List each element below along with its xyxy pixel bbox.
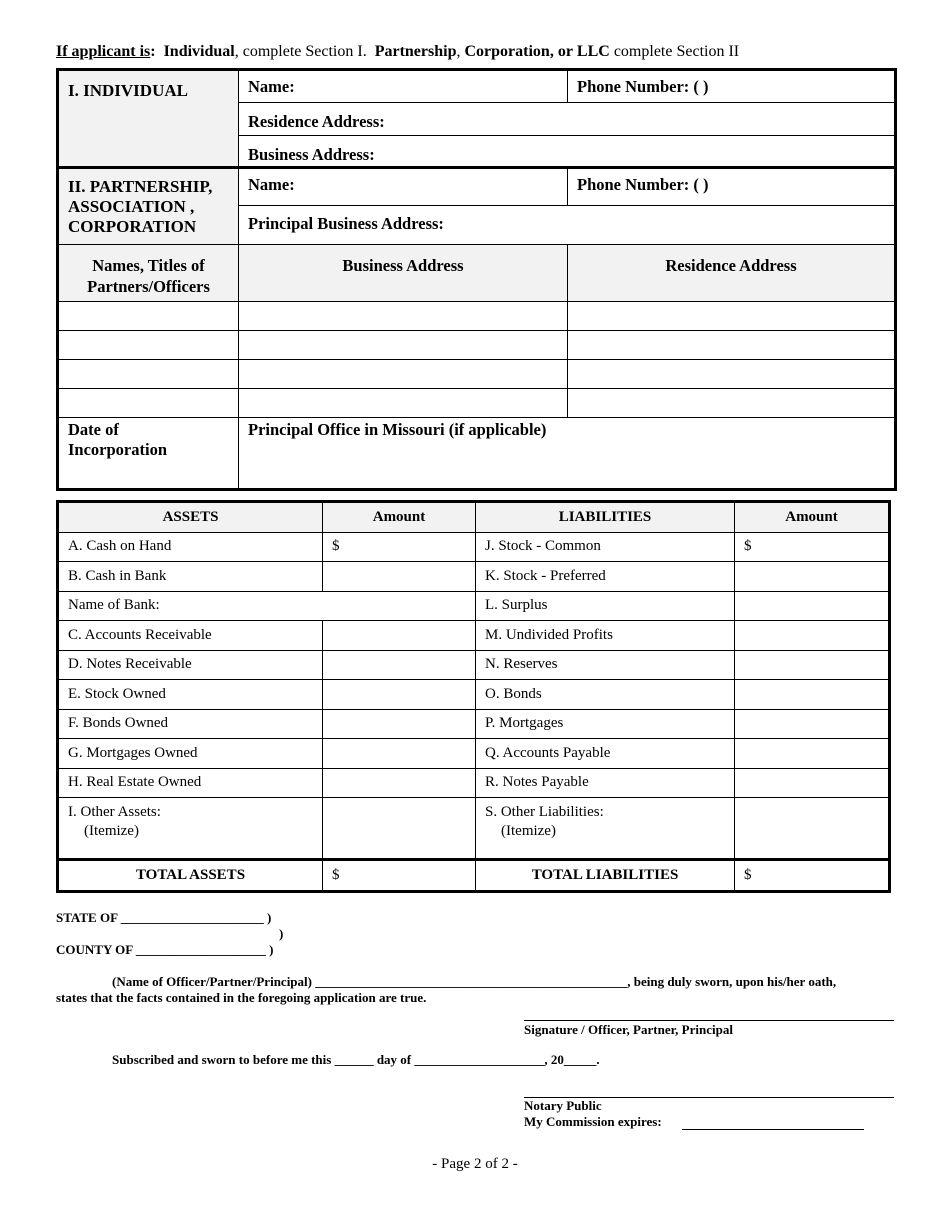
liability-label: J. Stock - Common — [476, 532, 735, 562]
subscribed-sworn-line[interactable]: Subscribed and sworn to before me this ______ day of ____________________, 20_____. — [112, 1052, 600, 1067]
other-assets-label — [58, 798, 323, 860]
date-of-incorporation-field[interactable] — [58, 418, 239, 490]
individual-business-field[interactable]: Business Address: — [239, 136, 896, 168]
date-of-incorporation-line1: Date of — [68, 420, 119, 439]
officer-residence-cell[interactable] — [568, 302, 896, 331]
liability-amount[interactable] — [735, 768, 890, 798]
page-number: - Page 2 of 2 - — [432, 1156, 518, 1172]
section2-title-line2: ASSOCIATION , — [68, 197, 195, 216]
instr-mid2: complete Section II — [613, 43, 740, 60]
asset-label: E. Stock Owned — [58, 680, 323, 710]
liability-amount[interactable] — [735, 650, 890, 680]
liabilities-header: LIABILITIES — [476, 502, 735, 533]
commission-expires-label: My Commission expires: — [524, 1114, 662, 1129]
officer-name-cell[interactable] — [58, 302, 239, 331]
balance-sheet-table — [56, 500, 891, 893]
col-header-names-titles — [58, 245, 239, 302]
liability-amount[interactable] — [735, 709, 890, 739]
instr-comma: , — [456, 43, 461, 60]
other-assets-amount[interactable] — [323, 798, 476, 860]
table-row — [58, 621, 890, 651]
asset-amount[interactable] — [323, 739, 476, 769]
table-row — [58, 798, 890, 860]
officer-name-cell[interactable] — [58, 389, 239, 418]
total-assets-amount[interactable]: $ — [323, 860, 476, 892]
asset-amount[interactable] — [323, 709, 476, 739]
partnership-phone-field[interactable]: Phone Number: ( ) — [568, 168, 896, 206]
officer-name-cell[interactable] — [58, 360, 239, 389]
asset-amount[interactable]: $ — [323, 532, 476, 562]
instr-mid1: , complete Section I. — [234, 43, 367, 60]
signature-label: Signature / Officer, Partner, Principal — [524, 1022, 733, 1037]
instr-prefix: If applicant is — [56, 43, 151, 60]
table-row — [58, 591, 890, 621]
asset-label: H. Real Estate Owned — [58, 768, 323, 798]
officer-residence-cell[interactable] — [568, 389, 896, 418]
instructions — [56, 43, 739, 61]
oath-statement-cont: states that the facts contained in the foregoing application are true. — [56, 990, 427, 1005]
col-header-names-line2: Partners/Officers — [87, 277, 210, 296]
state-of-line[interactable]: STATE OF ______________________ ) — [56, 910, 272, 925]
venue-paren: ) — [279, 926, 284, 941]
total-liabilities-amount[interactable]: $ — [735, 860, 890, 892]
signature-line[interactable] — [524, 1020, 894, 1021]
liability-amount[interactable]: $ — [735, 532, 890, 562]
other-assets-line1: I. Other Assets: — [68, 804, 161, 820]
other-liabilities-label — [476, 798, 735, 860]
liability-amount[interactable] — [735, 591, 890, 621]
individual-name-field[interactable]: Name: — [239, 70, 568, 103]
table-row — [58, 562, 890, 592]
instr-llc: LLC — [576, 43, 610, 60]
asset-label: C. Accounts Receivable — [58, 621, 323, 651]
col-header-residence-address: Residence Address — [568, 245, 896, 302]
table-row — [58, 768, 890, 798]
table-row — [58, 532, 890, 562]
asset-amount[interactable] — [323, 621, 476, 651]
section1-title: I. INDIVIDUAL — [58, 70, 239, 168]
officer-business-cell[interactable] — [239, 302, 568, 331]
officer-business-cell[interactable] — [239, 389, 568, 418]
section2-title-line3: CORPORATION — [68, 217, 197, 236]
liability-label: R. Notes Payable — [476, 768, 735, 798]
partnership-name-field[interactable]: Name: — [239, 168, 568, 206]
asset-amount[interactable] — [323, 768, 476, 798]
asset-label: D. Notes Receivable — [58, 650, 323, 680]
officer-business-cell[interactable] — [239, 331, 568, 360]
officer-residence-cell[interactable] — [568, 331, 896, 360]
total-assets-label: TOTAL ASSETS — [58, 860, 323, 892]
liability-label: Q. Accounts Payable — [476, 739, 735, 769]
totals-row — [58, 860, 890, 892]
principal-business-address-field[interactable]: Principal Business Address: — [239, 206, 896, 245]
section2-title — [58, 168, 239, 245]
liability-label: P. Mortgages — [476, 709, 735, 739]
instr-colon: : — [150, 43, 156, 60]
notary-public-label: Notary Public — [524, 1098, 602, 1113]
officer-name-cell[interactable] — [58, 331, 239, 360]
section2-title-line1: II. PARTNERSHIP, — [68, 177, 213, 196]
commission-expires-line[interactable] — [682, 1129, 864, 1130]
liabilities-amount-header: Amount — [735, 502, 890, 533]
assets-header: ASSETS — [58, 502, 323, 533]
officer-business-cell[interactable] — [239, 360, 568, 389]
instr-or: , or — [549, 43, 573, 60]
liability-amount[interactable] — [735, 621, 890, 651]
asset-label: B. Cash in Bank — [58, 562, 323, 592]
other-liabilities-line1: S. Other Liabilities: — [485, 804, 604, 820]
assets-amount-header: Amount — [323, 502, 476, 533]
table-row — [58, 709, 890, 739]
individual-residence-field[interactable]: Residence Address: — [239, 103, 896, 136]
table-row — [58, 680, 890, 710]
table-row — [58, 739, 890, 769]
other-liabilities-itemize: (Itemize) — [501, 823, 556, 839]
col-header-business-address: Business Address — [239, 245, 568, 302]
col-header-names-line1: Names, Titles of — [92, 256, 205, 275]
bank-name-field[interactable]: Name of Bank: — [58, 591, 476, 621]
other-assets-itemize: (Itemize) — [84, 823, 139, 839]
date-of-incorporation-line2: Incorporation — [68, 440, 167, 459]
liability-amount[interactable] — [735, 562, 890, 592]
liability-label: L. Surplus — [476, 591, 735, 621]
asset-amount[interactable] — [323, 650, 476, 680]
table-row — [58, 650, 890, 680]
liability-label: N. Reserves — [476, 650, 735, 680]
instr-partnership: Partnership — [374, 43, 457, 60]
instr-corporation: Corporation — [464, 43, 550, 60]
asset-amount[interactable] — [323, 562, 476, 592]
liability-label: K. Stock - Preferred — [476, 562, 735, 592]
asset-label: G. Mortgages Owned — [58, 739, 323, 769]
liability-amount[interactable] — [735, 739, 890, 769]
asset-label: A. Cash on Hand — [58, 532, 323, 562]
officer-residence-cell[interactable] — [568, 360, 896, 389]
applicant-table — [56, 68, 897, 491]
liability-amount[interactable] — [735, 680, 890, 710]
liability-label: M. Undivided Profits — [476, 621, 735, 651]
oath-statement: (Name of Officer/Partner/Principal) ________________________________________________, being duly sworn, upon his/her oath, — [112, 974, 837, 989]
liability-label: O. Bonds — [476, 680, 735, 710]
other-liabilities-amount[interactable] — [735, 798, 890, 860]
total-liabilities-label: TOTAL LIABILITIES — [476, 860, 735, 892]
instr-individual: Individual — [163, 43, 235, 60]
asset-amount[interactable] — [323, 680, 476, 710]
principal-office-missouri-field[interactable]: Principal Office in Missouri (if applicable) — [239, 418, 896, 490]
county-of-line[interactable]: COUNTY OF ____________________ ) — [56, 942, 274, 957]
asset-label: F. Bonds Owned — [58, 709, 323, 739]
individual-phone-field[interactable]: Phone Number: ( ) — [568, 70, 896, 103]
